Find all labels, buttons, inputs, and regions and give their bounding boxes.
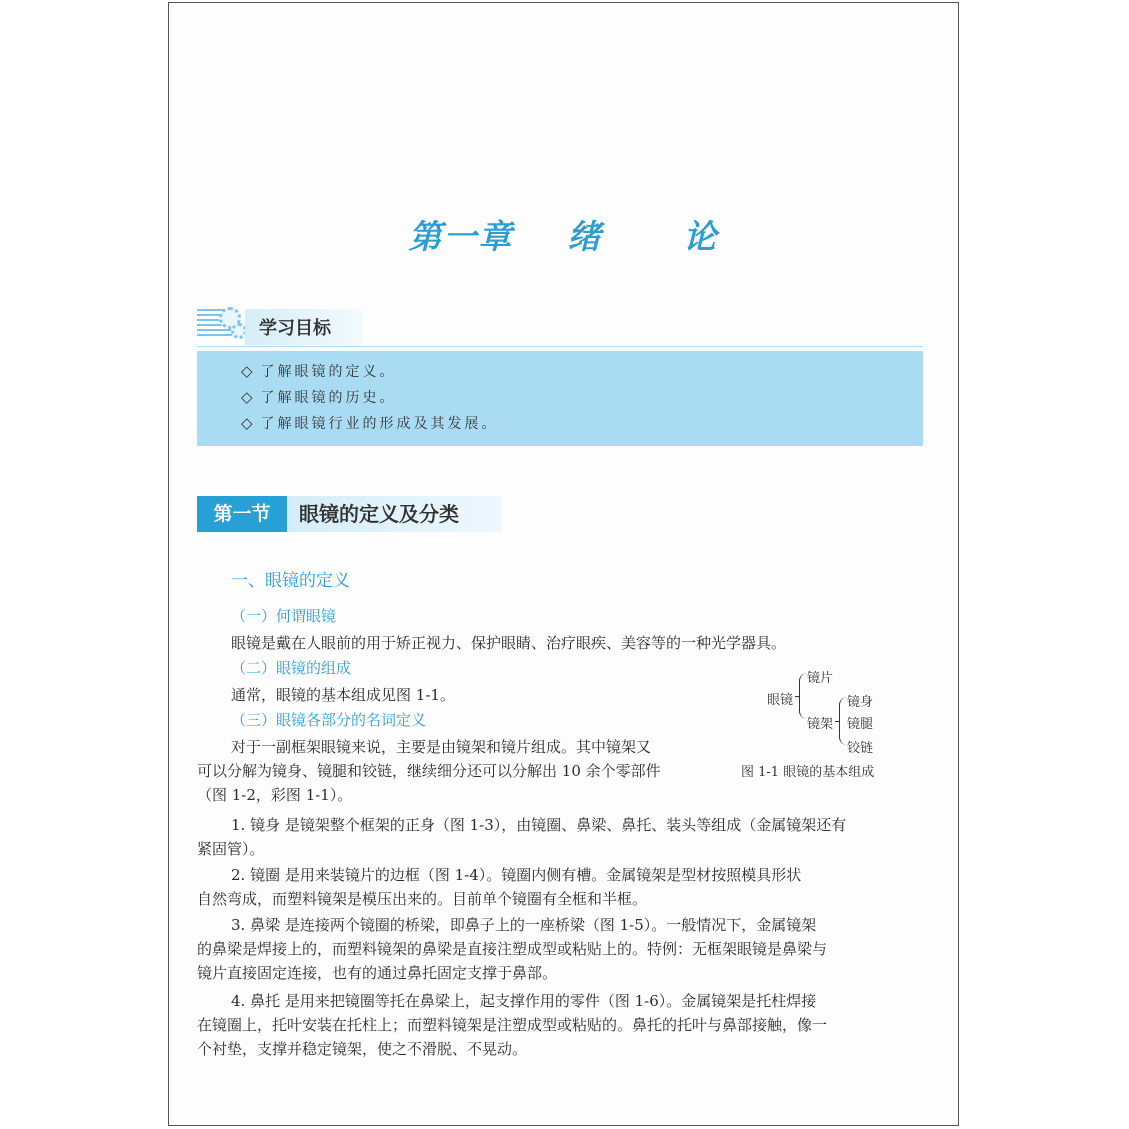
subheading: （三）眼镜各部分的名词定义 xyxy=(231,711,427,729)
body-text: （图 1-2，彩图 1-1）。 xyxy=(197,786,353,804)
diamond-bullet-icon: ◇ xyxy=(241,414,253,432)
diagram-part: 镜腿 xyxy=(847,717,874,732)
objectives-heading: 学习目标 xyxy=(259,318,331,339)
section-number: 第一节 xyxy=(197,496,287,532)
body-text: 对于一副框架眼镜来说，主要是由镜架和镜片组成。其中镜架又 xyxy=(231,738,652,756)
body-text: 3. 鼻梁 是连接两个镜圈的桥梁，即鼻子上的一座桥梁（图 1-5）。一般情况下，金属镜架 xyxy=(231,916,817,934)
objective-item: ◇ 了解眼镜行业的形成及其发展。 xyxy=(241,414,499,432)
body-text: 通常，眼镜的基本组成见图 1-1。 xyxy=(231,686,455,704)
diagram-lens: 镜片 xyxy=(807,671,834,686)
diagram-root: 眼镜 xyxy=(767,693,794,708)
body-text: 镜片直接固定连接，也有的通过鼻托固定支撑于鼻部。 xyxy=(197,964,558,982)
body-text: 眼镜是戴在人眼前的用于矫正视力、保护眼睛、治疗眼疾、美容等的一种光学器具。 xyxy=(231,634,787,652)
body-text: 4. 鼻托 是用来把镜圈等托在鼻梁上，起支撑作用的零件（图 1-6）。金属镜架是托柱焊接 xyxy=(231,992,817,1010)
divider xyxy=(197,346,923,347)
body-text: 1. 镜身 是镜架整个框架的正身（图 1-3），由镜圈、鼻梁、鼻托、装头等组成（金属镜架还有 xyxy=(231,816,847,834)
diagram-part: 镜身 xyxy=(847,695,874,710)
diamond-bullet-icon: ◇ xyxy=(241,388,253,406)
figure-caption: 图 1-1 眼镜的基本组成 xyxy=(741,765,875,780)
body-text: 的鼻梁是焊接上的，而塑料镜架的鼻梁是直接注塑成型或粘贴上的。特例：无框架眼镜是鼻梁与 xyxy=(197,940,828,958)
objectives-header xyxy=(197,305,369,349)
objectives-box xyxy=(197,351,923,446)
body-text: 在镜圈上，托叶安装在托柱上；而塑料镜架是注塑成型或粘贴的。鼻托的托叶与鼻部接触，像一 xyxy=(197,1016,828,1034)
heading-1: 一、眼镜的定义 xyxy=(231,571,350,591)
section-header xyxy=(197,496,502,532)
section-title: 眼镜的定义及分类 xyxy=(287,496,502,532)
book-page xyxy=(168,2,959,1126)
body-text: 紧固管）。 xyxy=(197,840,265,858)
body-text: 自然弯成，而塑料镜架是模压出来的。目前单个镜圈有全框和半框。 xyxy=(197,890,648,908)
diamond-bullet-icon: ◇ xyxy=(241,362,253,380)
diagram-part: 铰链 xyxy=(847,741,874,756)
subheading: （一）何谓眼镜 xyxy=(231,607,337,625)
objective-item: ◇ 了解眼镜的定义。 xyxy=(241,362,397,380)
body-text: 可以分解为镜身、镜腿和铰链，继续细分还可以分解出 10 余个零部件 xyxy=(197,762,661,780)
chapter-title: 第一章 绪 论 xyxy=(408,217,719,256)
diagram-frame: 镜架 xyxy=(807,717,834,732)
body-text: 个衬垫，支撑并稳定镜架，使之不滑脱、不晃动。 xyxy=(197,1040,528,1058)
subheading: （二）眼镜的组成 xyxy=(231,659,352,677)
body-text: 2. 镜圈 是用来装镜片的边框（图 1-4）。镜圈内侧有槽。金属镜架是型材按照模具形状 xyxy=(231,866,802,884)
objective-item: ◇ 了解眼镜的历史。 xyxy=(241,388,397,406)
